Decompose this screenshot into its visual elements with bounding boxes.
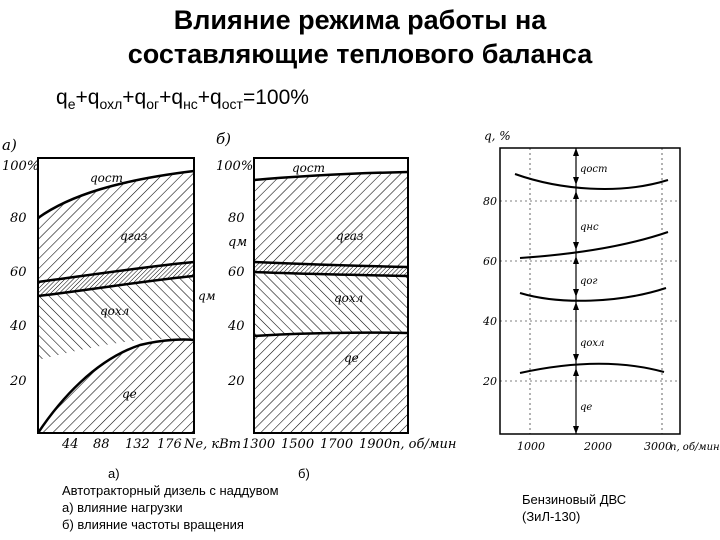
chart-b-label-ohl: qохл bbox=[334, 291, 364, 305]
caption-right-line-1: Бензиновый ДВС bbox=[522, 492, 627, 507]
chart-b-ytick-100: 100% bbox=[216, 159, 254, 174]
chart-a-ytick-60: 60 bbox=[10, 265, 27, 280]
chart-c-ytick-80: 80 bbox=[483, 195, 497, 208]
chart-b-ytick-60: 60 bbox=[228, 265, 245, 280]
chart-c-label-ost: qост bbox=[580, 164, 608, 175]
chart-b-label-e: qе bbox=[344, 351, 359, 365]
chart-a-xtick-44: 44 bbox=[62, 437, 79, 452]
chart-a-label-m: qм bbox=[198, 289, 216, 303]
chart-b-label-ost: qост bbox=[292, 161, 326, 175]
chart-c-y-label: q, % bbox=[484, 129, 511, 143]
chart-a-xtick-176: 176 bbox=[157, 437, 182, 452]
chart-a-ytick-80: 80 bbox=[10, 211, 27, 226]
chart-a-xtick-88: 88 bbox=[93, 437, 110, 452]
caption-left-line-1: Автотракторный дизель с наддувом bbox=[62, 483, 279, 498]
chart-a-label-gaz: qгаз bbox=[120, 229, 148, 243]
chart-c-x-ticks bbox=[517, 440, 720, 453]
chart-b-xtick-1900: 1900 bbox=[359, 437, 393, 452]
chart-c-label-e: qе bbox=[580, 402, 593, 413]
caption-left-b: б) bbox=[298, 466, 310, 481]
chart-a-x-ticks bbox=[61, 437, 241, 452]
chart-a-ytick-40: 40 bbox=[10, 319, 27, 334]
chart-c-curve-labels bbox=[580, 164, 608, 413]
chart-b-ytick-20: 20 bbox=[228, 374, 245, 389]
chart-c-label-ohl: qохл bbox=[580, 338, 605, 349]
chart-c-xtick-3000: 3000 bbox=[644, 440, 672, 453]
chart-a bbox=[2, 136, 241, 452]
chart-a-label-e: qе bbox=[122, 387, 137, 401]
chart-c-ytick-60: 60 bbox=[483, 255, 497, 268]
chart-c-x-unit: n, об/мин bbox=[670, 442, 720, 453]
chart-b-xtick-1500: 1500 bbox=[281, 437, 315, 452]
chart-b-xtick-1300: 1300 bbox=[242, 437, 276, 452]
caption-right-line-2: (ЗиЛ-130) bbox=[522, 509, 581, 524]
chart-a-label-ohl: qохл bbox=[100, 304, 130, 318]
chart-b-x-unit: n, об/мин bbox=[392, 437, 457, 452]
chart-a-ytick-20: 20 bbox=[10, 374, 27, 389]
chart-b-x-ticks bbox=[242, 437, 457, 452]
title-line-2: составляющие теплового баланса bbox=[127, 39, 593, 69]
chart-c-curve-nc bbox=[520, 232, 668, 258]
caption-left-a: а) bbox=[108, 466, 120, 481]
chart-c-curve-ohl bbox=[520, 364, 664, 373]
chart-a-x-unit: Nе, кВт bbox=[184, 437, 241, 452]
chart-b-side-label: qм bbox=[228, 235, 248, 250]
title-line-1: Влияние режима работы на bbox=[173, 5, 547, 35]
caption-left-line-2: а) влияние нагрузки bbox=[62, 500, 183, 515]
chart-a-ytick-100: 100% bbox=[2, 159, 40, 174]
chart-b-ytick-40: 40 bbox=[228, 319, 245, 334]
chart-c-curve-og bbox=[520, 288, 666, 301]
chart-b-panel-label: б) bbox=[216, 130, 232, 148]
chart-b-y-ticks bbox=[216, 159, 253, 389]
chart-c-y-ticks bbox=[482, 129, 511, 388]
chart-c-label-og: qог bbox=[580, 276, 598, 287]
chart-b-xtick-1700: 1700 bbox=[320, 437, 354, 452]
chart-c-label-nc: qнс bbox=[580, 222, 599, 233]
chart-c-xtick-2000: 2000 bbox=[584, 440, 612, 453]
chart-b-label-gaz: qгаз bbox=[336, 229, 364, 243]
chart-c-xtick-1000: 1000 bbox=[517, 440, 545, 453]
chart-c bbox=[482, 129, 720, 453]
chart-b-band-e bbox=[254, 333, 408, 433]
chart-b-ytick-80: 80 bbox=[228, 211, 245, 226]
chart-c-ytick-20: 20 bbox=[483, 375, 497, 388]
chart-a-label-ost: qост bbox=[90, 171, 124, 185]
chart-c-ytick-40: 40 bbox=[483, 315, 497, 328]
chart-a-panel-label: а) bbox=[2, 136, 17, 154]
chart-a-xtick-132: 132 bbox=[125, 437, 150, 452]
chart-b-band-ohl bbox=[254, 272, 408, 336]
chart-a-y-ticks bbox=[2, 159, 39, 389]
caption-left-line-3: б) влияние частоты вращения bbox=[62, 517, 244, 532]
chart-b bbox=[216, 130, 457, 452]
chart-b-band-gaz bbox=[254, 172, 408, 267]
chart-c-curve-ost bbox=[515, 174, 668, 189]
balance-equation: $q_е+q_{охл}+q_{ог}+q_{нс}+q_{ост}=100\%$ bbox=[56, 86, 309, 113]
